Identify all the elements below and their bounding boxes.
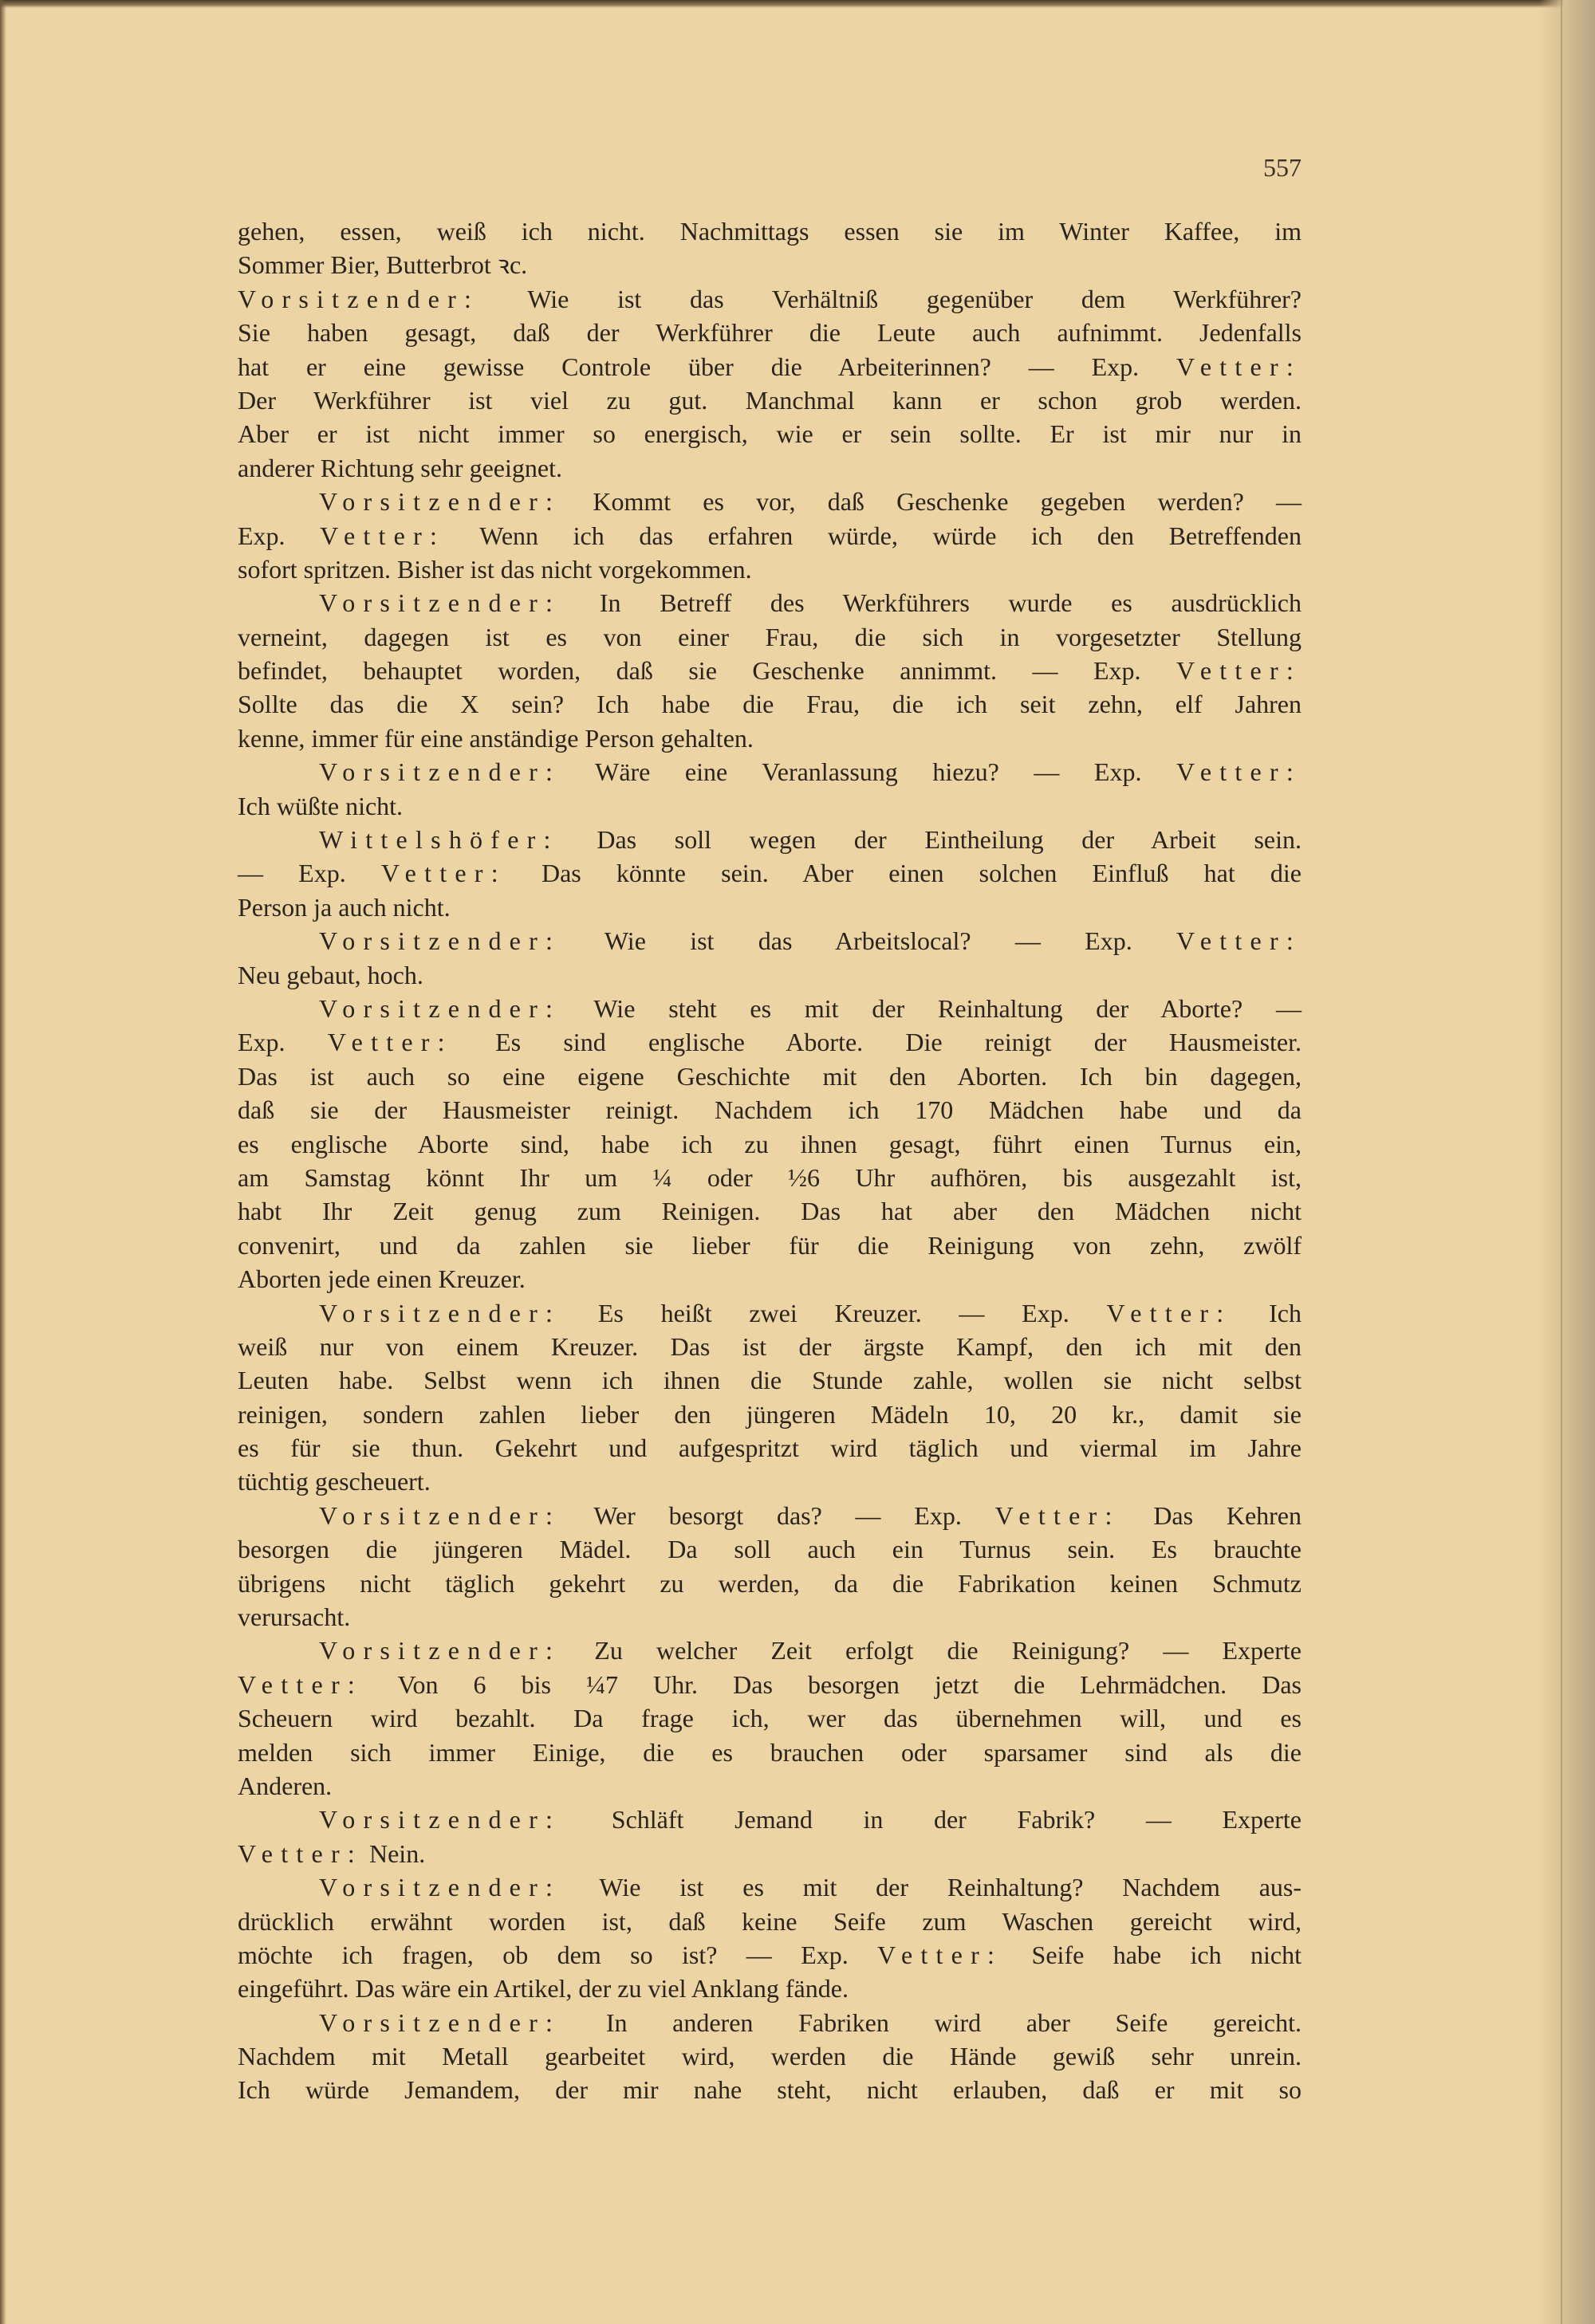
line-text: Leuten habe. Selbst wenn ich ihnen die Stunde zahle, wollen sie nicht selbst (238, 1366, 1302, 1395)
speaker-name: Vetter: (320, 521, 446, 550)
line-text: reinigen, sondern zahlen lieber den jüngeren Mädeln 10, 20 kr., damit sie (238, 1399, 1302, 1429)
line-text: Es heißt zwei Kreuzer. — Exp. (561, 1298, 1107, 1327)
line-text: Wäre eine Veranlassung hiezu? — Exp. (561, 757, 1177, 787)
text-line (238, 1905, 1302, 1938)
text-line (238, 823, 1302, 856)
paragraph (238, 924, 1302, 992)
line-text: besorgen die jüngeren Mädel. Da soll auch ein Turnus sein. Es brauchte (238, 1535, 1302, 1564)
line-text: Es sind englische Aborte. Die reinigt der Hausmeister. (452, 1028, 1302, 1057)
line-text: Sollte das die X sein? Ich habe die Frau, die ich seit zehn, elf Jahren (238, 690, 1302, 719)
text-line (238, 417, 1302, 450)
text-line (238, 1330, 1302, 1363)
speaker-name: Vorsitzender: (319, 993, 561, 1023)
text-body (238, 214, 1302, 2107)
text-line (238, 924, 1302, 958)
line-text: Wie steht es mit der Reinhaltung der Aborte? — (561, 993, 1302, 1023)
text-line (238, 620, 1302, 654)
line-text: Ich wüßte nicht. (238, 791, 404, 820)
speaker-name: Vorsitzender: (319, 2007, 561, 2037)
line-text: Sommer Bier, Butterbrot ꝛc. (238, 250, 528, 280)
text-line (238, 248, 1302, 281)
text-line (238, 1229, 1302, 1262)
speaker-name: Vetter: (380, 859, 506, 888)
text-line (238, 654, 1302, 687)
text-line (238, 722, 1302, 755)
line-text: Sie haben gesagt, daß der Werkführer die Leute auch aufnimmt. Jedenfalls (238, 318, 1302, 348)
text-line (238, 1567, 1302, 1600)
text-line (238, 1398, 1302, 1431)
line-text: Scheuern wird bezahlt. Da frage ich, wer das übernehmen will, und es (238, 1704, 1302, 1733)
line-text: befindet, behauptet worden, daß sie Geschenke annimmt. — Exp. (238, 656, 1177, 686)
text-line (238, 1938, 1302, 1972)
line-text: habt Ihr Zeit genug zum Reinigen. Das hat aber den Mädchen nicht (238, 1197, 1302, 1226)
text-line (238, 1093, 1302, 1127)
text-line (238, 1972, 1302, 2005)
speaker-name: Vorsitzender: (319, 926, 561, 956)
paragraph (238, 1870, 1302, 2006)
text-line (238, 1296, 1302, 1330)
page-edge-top (0, 0, 1595, 8)
line-text: In Betreff des Werkführers wurde es ausdrücklich (561, 588, 1302, 618)
line-text: Anderen. (238, 1771, 333, 1800)
line-text: Ich (1231, 1298, 1302, 1327)
line-text: melden sich immer Einige, die es brauchen oder sparsamer sind als die (238, 1737, 1302, 1767)
paragraph (238, 1803, 1302, 1870)
line-text: Wie ist es mit der Reinhaltung? Nachdem aus- (561, 1873, 1302, 1902)
line-text: Das soll wegen der Eintheilung der Arbeit sein. (558, 825, 1302, 855)
paragraph (238, 485, 1302, 586)
text-line (238, 1736, 1302, 1769)
text-line (238, 1465, 1302, 1498)
text-line (238, 586, 1302, 619)
text-line (238, 1127, 1302, 1161)
text-line (238, 891, 1302, 924)
text-line (238, 1431, 1302, 1465)
line-text: tüchtig gescheuert. (238, 1467, 431, 1496)
line-text: übrigens nicht täglich gekehrt zu werden, da die Fabrikation keinen Schmutz (238, 1568, 1302, 1598)
text-line (238, 1363, 1302, 1397)
text-line (238, 1634, 1302, 1667)
line-text: Von 6 bis ¼7 Uhr. Das besorgen jetzt die Lehrmädchen. Das (362, 1669, 1302, 1699)
speaker-name: Vorsitzender: (319, 1805, 561, 1834)
speaker-name: Vetter: (327, 1028, 453, 1057)
page-binding-shadow (1539, 0, 1595, 2324)
line-text: Neu gebaut, hoch. (238, 960, 423, 989)
speaker-name: Vorsitzender: (319, 1636, 561, 1665)
text-line (238, 789, 1302, 823)
text-line (238, 992, 1302, 1025)
line-text: convenirt, und da zahlen sie lieber für die Reinigung von zehn, zwölf (238, 1230, 1302, 1260)
line-text: möchte ich fragen, ob dem so ist? — Exp. (238, 1940, 878, 1969)
line-text: Das ist auch so eine eigene Geschichte mit den Aborten. Ich bin dagegen, (238, 1061, 1302, 1091)
line-text: Wie ist das Arbeitslocal? — Exp. (561, 926, 1177, 956)
text-line (238, 1025, 1302, 1059)
speaker-name: Vetter: (1176, 757, 1302, 787)
paragraph (238, 1296, 1302, 1499)
speaker-name: Wittelshöfer: (319, 825, 559, 855)
text-line (238, 1532, 1302, 1566)
text-line (238, 1701, 1302, 1735)
line-text: anderer Richtung sehr geeignet. (238, 453, 562, 482)
line-text: sofort spritzen. Bisher ist das nicht vorgekommen. (238, 554, 752, 584)
text-line (238, 485, 1302, 518)
line-text: Exp. (238, 521, 321, 550)
line-text: weiß nur von einem Kreuzer. Das ist der ärgste Kampf, den ich mit den (238, 1331, 1302, 1361)
paragraph (238, 282, 1302, 485)
paragraph (238, 2006, 1302, 2107)
line-text: am Samstag könnt Ihr um ¼ oder ½6 Uhr aufhören, bis ausgezahlt ist, (238, 1162, 1302, 1192)
speaker-name: Vetter: (1176, 926, 1302, 956)
paragraph (238, 214, 1302, 282)
line-text: verursacht. (238, 1602, 351, 1632)
text-line (238, 1161, 1302, 1194)
text-line (238, 1837, 1302, 1870)
text-line (238, 316, 1302, 349)
line-text: daß sie der Hausmeister reinigt. Nachdem ich 170 Mädchen habe und da (238, 1095, 1302, 1125)
speaker-name: Vorsitzender: (319, 588, 561, 618)
text-line (238, 856, 1302, 890)
paragraph (238, 755, 1302, 823)
line-text: eingeführt. Das wäre ein Artikel, der zu viel Anklang fände. (238, 1974, 849, 2004)
speaker-name: Vorsitzender: (319, 487, 561, 517)
text-line (238, 1194, 1302, 1228)
line-text: gehen, essen, weiß ich nicht. Nachmittags essen sie im Winter Kaffee, im (238, 217, 1302, 246)
text-line (238, 451, 1302, 485)
line-text: Kommt es vor, daß Geschenke gegeben werden? — (561, 487, 1302, 517)
speaker-name: Vorsitzender: (238, 284, 480, 313)
page-edge-left (0, 0, 6, 2324)
line-text: Nachdem mit Metall gearbeitet wird, werden die Hände gewiß sehr unrein. (238, 2042, 1302, 2071)
line-text: hat er eine gewisse Controle über die Arbeiterinnen? — Exp. (238, 352, 1177, 381)
paragraph (238, 823, 1302, 924)
text-line (238, 552, 1302, 586)
text-line (238, 1769, 1302, 1803)
line-text: kenne, immer für eine anständige Person gehalten. (238, 723, 754, 753)
line-text: In anderen Fabriken wird aber Seife gereicht. (561, 2007, 1302, 2037)
line-text: verneint, dagegen ist es von einer Frau, die sich in vorgesetzter Stellung (238, 622, 1302, 651)
line-text: Aber er ist nicht immer so energisch, wie er sein sollte. Er ist mir nur in (238, 419, 1302, 449)
page-binding-line (1561, 0, 1562, 2324)
line-text: Das Kehren (1120, 1500, 1302, 1530)
speaker-name: Vetter: (238, 1838, 363, 1868)
text-line (238, 1600, 1302, 1634)
line-text: Aborten jede einen Kreuzer. (238, 1264, 526, 1294)
text-line (238, 958, 1302, 992)
line-text: Wie ist das Verhältniß gegenüber dem Werkführer? (479, 284, 1302, 313)
text-line (238, 350, 1302, 383)
text-line (238, 2006, 1302, 2039)
line-text: Ich würde Jemandem, der mir nahe steht, nicht erlauben, daß er mit so (238, 2075, 1302, 2105)
paragraph (238, 1634, 1302, 1803)
speaker-name: Vetter: (994, 1500, 1120, 1530)
text-line (238, 1060, 1302, 1093)
paragraph (238, 992, 1302, 1296)
speaker-name: Vetter: (238, 1669, 363, 1699)
page-number: 557 (1263, 153, 1302, 182)
line-text: Schläft Jemand in der Fabrik? — Experte (561, 1805, 1302, 1834)
line-text: drücklich erwähnt worden ist, daß keine Seife zum Waschen gereicht wird, (238, 1906, 1302, 1936)
text-line (238, 519, 1302, 552)
line-text: Wenn ich das erfahren würde, würde ich den Betreffenden (445, 521, 1302, 550)
paragraph (238, 586, 1302, 755)
line-text: Das könnte sein. Aber einen solchen Einfluß hat die (506, 859, 1302, 888)
text-line (238, 2073, 1302, 2106)
line-text: es englische Aborte sind, habe ich zu ihnen gesagt, führt einen Turnus ein, (238, 1129, 1302, 1158)
text-line (238, 282, 1302, 316)
text-line (238, 1803, 1302, 1836)
speaker-name: Vetter: (1176, 352, 1302, 381)
text-line (238, 2039, 1302, 2073)
line-text: Zu welcher Zeit erfolgt die Reinigung? — Experte (561, 1636, 1302, 1665)
text-line (238, 383, 1302, 417)
text-line (238, 1870, 1302, 1904)
speaker-name: Vorsitzender: (319, 1298, 561, 1327)
line-text: Exp. (238, 1028, 328, 1057)
speaker-name: Vetter: (877, 1940, 1003, 1969)
text-line (238, 1668, 1302, 1701)
text-line (238, 1262, 1302, 1296)
paragraph (238, 1499, 1302, 1634)
text-line (238, 687, 1302, 721)
speaker-name: Vetter: (1106, 1298, 1232, 1327)
line-text: Person ja auch nicht. (238, 892, 451, 922)
line-text: Seife habe ich nicht (1002, 1940, 1302, 1969)
speaker-name: Vorsitzender: (319, 1873, 561, 1902)
speaker-name: Vorsitzender: (319, 757, 561, 787)
text-line (238, 1499, 1302, 1532)
text-line (238, 214, 1302, 248)
speaker-name: Vetter: (1176, 656, 1302, 686)
line-text: Wer besorgt das? — Exp. (561, 1500, 995, 1530)
line-text: es für sie thun. Gekehrt und aufgespritzt wird täglich und viermal im Jahre (238, 1433, 1302, 1463)
text-line (238, 755, 1302, 788)
line-text: Der Werkführer ist viel zu gut. Manchmal kann er schon grob werden. (238, 385, 1302, 415)
line-text: — Exp. (238, 859, 381, 888)
speaker-name: Vorsitzender: (319, 1500, 561, 1530)
line-text: Nein. (362, 1838, 426, 1868)
